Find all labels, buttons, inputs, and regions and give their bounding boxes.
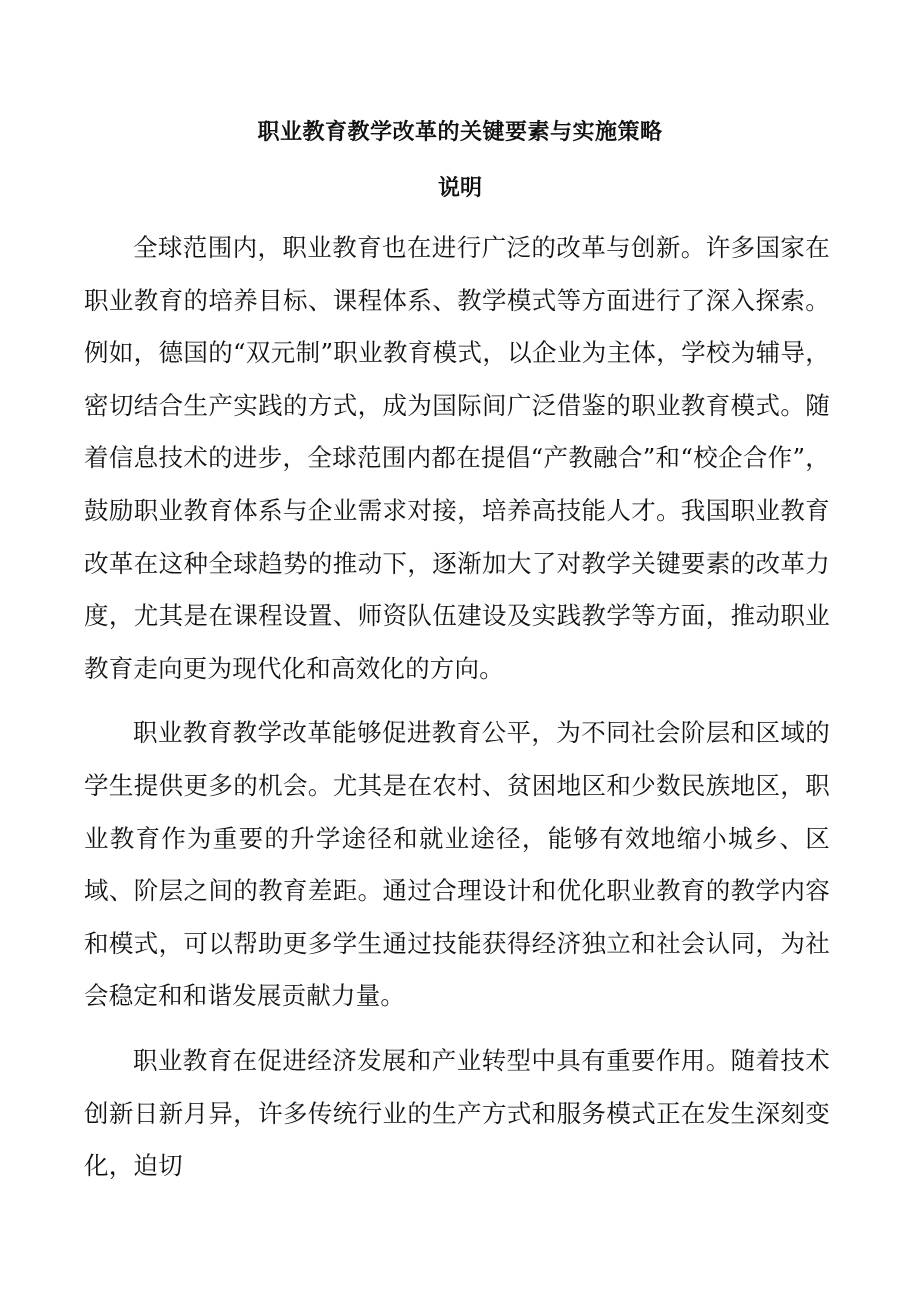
paragraph-1: 全球范围内，职业教育也在进行广泛的改革与创新。许多国家在职业教育的培养目标、课程体系、教学模式等方面进行了深入探索。例如，德国的“双元制”职业教育模式，以企业为主体，学校为辅导，密切结合生产实践的方式，成为国际间广泛借鉴的职业教育模式。随着信息技术的进步，全球范围内都在提倡“产教融合”和“校企合作”，鼓励职业教育体系与企业需求对接，培养高技能人才。我国职业教育改革在这种全球趋势的推动下，逐渐加大了对教学关键要素的改革力度，尤其是在课程设置、师资队伍建设及实践教学等方面，推动职业教育走向更为现代化和高效化的方向。 <box>84 233 830 683</box>
section-heading: 说明 <box>437 175 482 201</box>
document-title: 职业教育教学改革的关键要素与实施策略 <box>257 119 663 145</box>
paragraph-3: 职业教育在促进经济发展和产业转型中具有重要作用。随着技术创新日新月异，许多传统行业的生产方式和服务模式正在发生深刻变化，迫切 <box>84 1045 830 1181</box>
paragraph-2: 职业教育教学改革能够促进教育公平，为不同社会阶层和区域的学生提供更多的机会。尤其是在农村、贫困地区和少数民族地区，职业教育作为重要的升学途径和就业途径，能够有效地缩小城乡、区域、阶层之间的教育差距。通过合理设计和优化职业教育的教学内容和模式，可以帮助更多学生通过技能获得经济独立和社会认同，为社会稳定和和谐发展贡献力量。 <box>84 718 830 1011</box>
body-text <box>84 222 830 1205</box>
